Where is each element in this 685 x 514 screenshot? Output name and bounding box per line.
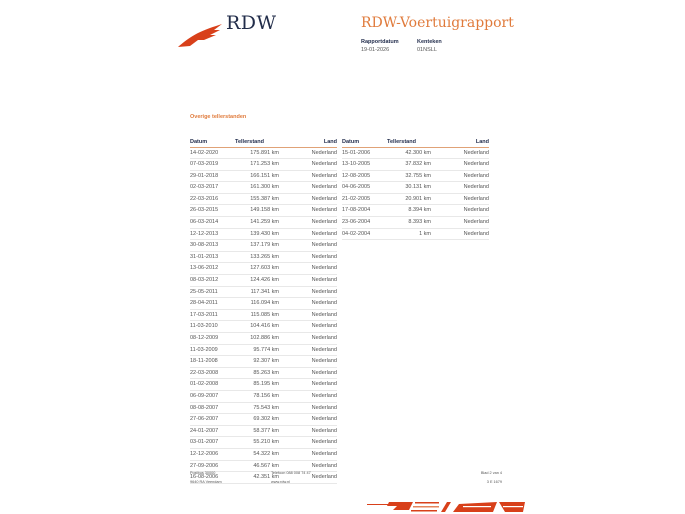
row-odometer: 137.179 km <box>250 242 279 249</box>
meta-label: Kenteken <box>417 39 442 45</box>
table-row <box>342 182 489 194</box>
row-odometer: 117.341 km <box>250 288 279 295</box>
row-odometer: 141.259 km <box>250 219 279 226</box>
table-row <box>190 263 337 275</box>
row-odometer: 104.416 km <box>250 323 279 330</box>
row-date: 31-01-2013 <box>190 253 219 260</box>
row-date: 06-03-2014 <box>190 219 219 226</box>
table-row <box>342 205 489 217</box>
row-country: Nederland <box>311 161 337 168</box>
row-odometer: 124.426 km <box>250 277 279 284</box>
row-odometer: 58.377 km <box>253 427 279 434</box>
meta-value: 19-01-2026 <box>361 47 390 53</box>
row-odometer: 30.131 km <box>405 184 431 191</box>
rdw-logo-icon <box>176 22 224 48</box>
row-odometer: 42.300 km <box>405 149 431 156</box>
table-row <box>190 148 337 160</box>
table-row <box>190 229 337 241</box>
row-date: 07-03-2019 <box>190 161 219 168</box>
row-date: 27-09-2006 <box>190 462 219 469</box>
table-row <box>342 148 489 160</box>
row-odometer: 78.156 km <box>253 392 279 399</box>
row-odometer: 133.265 km <box>250 253 279 260</box>
row-date: 14-02-2020 <box>190 149 219 156</box>
row-country: Nederland <box>311 404 337 411</box>
row-country: Nederland <box>311 184 337 191</box>
row-country: Nederland <box>311 242 337 249</box>
row-date: 23-06-2004 <box>342 219 371 226</box>
table-header <box>190 139 337 148</box>
row-odometer: 20.901 km <box>405 195 431 202</box>
table-row <box>342 217 489 229</box>
row-odometer: 95.774 km <box>253 346 279 353</box>
rdw-stripe-icon <box>367 500 527 514</box>
table-row <box>190 217 337 229</box>
row-odometer: 116.094 km <box>250 300 279 307</box>
row-odometer: 149.158 km <box>250 207 279 214</box>
row-country: Nederland <box>463 207 489 214</box>
table-row <box>190 171 337 183</box>
row-country: Nederland <box>311 300 337 307</box>
col-date: Datum <box>190 139 208 145</box>
table-row <box>190 275 337 287</box>
row-odometer: 161.300 km <box>250 184 279 191</box>
row-odometer: 166.151 km <box>250 172 279 179</box>
row-date: 08-03-2012 <box>190 277 219 284</box>
row-odometer: 127.603 km <box>250 265 279 272</box>
table-row <box>190 345 337 357</box>
row-country: Nederland <box>463 219 489 226</box>
report-title: RDW-Voertuigrapport <box>361 15 514 31</box>
col-odometer: Tellerstand <box>235 139 264 145</box>
footer-contact <box>271 469 311 487</box>
table-row <box>342 159 489 171</box>
row-date: 12-08-2005 <box>342 172 371 179</box>
table-row <box>190 368 337 380</box>
row-country: Nederland <box>463 149 489 156</box>
footer-line: Telefoon 088 008 74 47 <box>271 471 311 475</box>
table-row <box>190 379 337 391</box>
row-country: Nederland <box>311 416 337 423</box>
row-country: Nederland <box>311 219 337 226</box>
row-date: 12-12-2006 <box>190 450 219 457</box>
logo-text: RDW <box>226 12 277 34</box>
table-row <box>190 449 337 461</box>
row-date: 06-09-2007 <box>190 392 219 399</box>
row-date: 22-03-2016 <box>190 195 219 202</box>
row-country: Nederland <box>311 462 337 469</box>
row-date: 21-02-2005 <box>342 195 371 202</box>
row-country: Nederland <box>463 172 489 179</box>
row-country: Nederland <box>311 195 337 202</box>
row-country: Nederland <box>311 450 337 457</box>
col-country: Land <box>323 139 337 145</box>
row-odometer: 85.263 km <box>253 369 279 376</box>
section-title: Overige tellerstanden <box>190 114 247 120</box>
footer-line: Blad 2 van 4 <box>480 471 502 475</box>
row-odometer: 1 km <box>419 230 431 237</box>
row-odometer: 54.322 km <box>253 450 279 457</box>
row-date: 02-03-2017 <box>190 184 219 191</box>
row-country: Nederland <box>311 369 337 376</box>
table-row <box>190 194 337 206</box>
row-country: Nederland <box>311 346 337 353</box>
row-date: 04-02-2004 <box>342 230 371 237</box>
table-row <box>190 310 337 322</box>
row-country: Nederland <box>311 277 337 284</box>
row-date: 18-11-2008 <box>190 358 218 365</box>
row-odometer: 175.891 km <box>250 149 279 156</box>
col-date: Datum <box>342 139 360 145</box>
row-date: 13-06-2012 <box>190 265 219 272</box>
row-country: Nederland <box>311 335 337 341</box>
footer-link[interactable]: www.rdw.nl <box>271 480 290 484</box>
table-row <box>342 229 489 241</box>
row-date: 28-04-2011 <box>190 300 218 307</box>
row-country: Nederland <box>311 288 337 295</box>
row-date: 30-08-2013 <box>190 242 219 249</box>
row-date: 17-08-2004 <box>342 207 371 214</box>
row-odometer: 115.085 km <box>250 311 279 318</box>
row-country: Nederland <box>311 311 337 318</box>
row-odometer: 102.886 km <box>250 335 279 341</box>
table-row <box>190 287 337 299</box>
row-country: Nederland <box>311 149 337 156</box>
row-odometer: 8.393 km <box>408 219 431 226</box>
row-country: Nederland <box>311 265 337 272</box>
table-row <box>342 171 489 183</box>
row-country: Nederland <box>311 427 337 434</box>
row-date: 08-08-2007 <box>190 404 219 411</box>
row-date: 04-06-2005 <box>342 184 371 191</box>
row-date: 22-03-2008 <box>190 369 219 376</box>
table-row <box>190 391 337 403</box>
table-header <box>342 139 489 148</box>
table-row <box>190 403 337 415</box>
row-country: Nederland <box>311 323 337 330</box>
row-date: 27-06-2007 <box>190 416 219 423</box>
footer-address <box>190 469 222 487</box>
row-odometer: 32.755 km <box>405 172 431 179</box>
table-row <box>190 240 337 252</box>
meta-report-date <box>361 39 399 53</box>
row-date: 15-01-2006 <box>342 149 371 156</box>
row-odometer: 42.351 km <box>253 474 279 481</box>
row-date: 24-01-2007 <box>190 427 219 434</box>
row-country: Nederland <box>311 381 337 388</box>
table-row <box>190 426 337 438</box>
row-odometer: 37.832 km <box>405 161 431 168</box>
row-country: Nederland <box>463 195 489 202</box>
row-odometer: 171.253 km <box>250 161 279 168</box>
row-country: Nederland <box>463 230 489 237</box>
table-row <box>342 194 489 206</box>
odometer-table-left <box>190 139 337 484</box>
row-country: Nederland <box>311 358 337 365</box>
meta-value: 01NSLL <box>417 47 437 53</box>
row-date: 01-02-2008 <box>190 381 219 388</box>
row-country: Nederland <box>311 474 337 481</box>
row-country: Nederland <box>311 230 337 237</box>
row-date: 11-03-2010 <box>190 323 218 330</box>
row-date: 12-12-2013 <box>190 230 219 237</box>
footer-line: Postbus 30000 <box>190 471 216 475</box>
row-country: Nederland <box>311 253 337 260</box>
row-date: 17-03-2011 <box>190 311 218 318</box>
table-row <box>190 298 337 310</box>
row-date: 08-12-2009 <box>190 335 219 341</box>
table-row <box>190 437 337 449</box>
footer-page <box>440 469 502 487</box>
meta-license-plate <box>417 39 442 53</box>
row-country: Nederland <box>463 184 489 191</box>
row-odometer: 75.543 km <box>253 404 279 411</box>
table-row <box>190 333 337 345</box>
row-odometer: 55.210 km <box>253 439 279 446</box>
row-date: 13-10-2005 <box>342 161 371 168</box>
row-date: 26-03-2015 <box>190 207 219 214</box>
row-odometer: 85.195 km <box>253 381 279 388</box>
row-odometer: 92.307 km <box>253 358 279 365</box>
table-row <box>190 321 337 333</box>
row-country: Nederland <box>311 439 337 446</box>
table-row <box>190 414 337 426</box>
row-date: 25-05-2011 <box>190 288 218 295</box>
row-odometer: 8.394 km <box>408 207 431 214</box>
table-row <box>190 205 337 217</box>
row-odometer: 69.302 km <box>253 416 279 423</box>
row-odometer: 139.430 km <box>250 230 279 237</box>
row-country: Nederland <box>311 207 337 214</box>
row-odometer: 155.387 km <box>250 195 279 202</box>
row-odometer: 46.567 km <box>253 462 279 469</box>
col-odometer: Tellerstand <box>387 139 416 145</box>
table-row <box>190 182 337 194</box>
table-row <box>190 252 337 264</box>
odometer-table-right <box>342 139 489 240</box>
footer-line: 3 E 1679 <box>486 480 502 484</box>
footer-line: 9640 RA Veendam <box>190 480 222 484</box>
row-country: Nederland <box>311 172 337 179</box>
row-date: 03-01-2007 <box>190 439 219 446</box>
table-row <box>190 159 337 171</box>
row-date: 16-08-2006 <box>190 474 219 481</box>
col-country: Land <box>475 139 489 145</box>
meta-label: Rapportdatum <box>361 39 399 45</box>
row-country: Nederland <box>463 161 489 168</box>
row-date: 29-01-2018 <box>190 172 219 179</box>
table-row <box>190 356 337 368</box>
row-country: Nederland <box>311 392 337 399</box>
row-date: 11-03-2009 <box>190 346 218 353</box>
